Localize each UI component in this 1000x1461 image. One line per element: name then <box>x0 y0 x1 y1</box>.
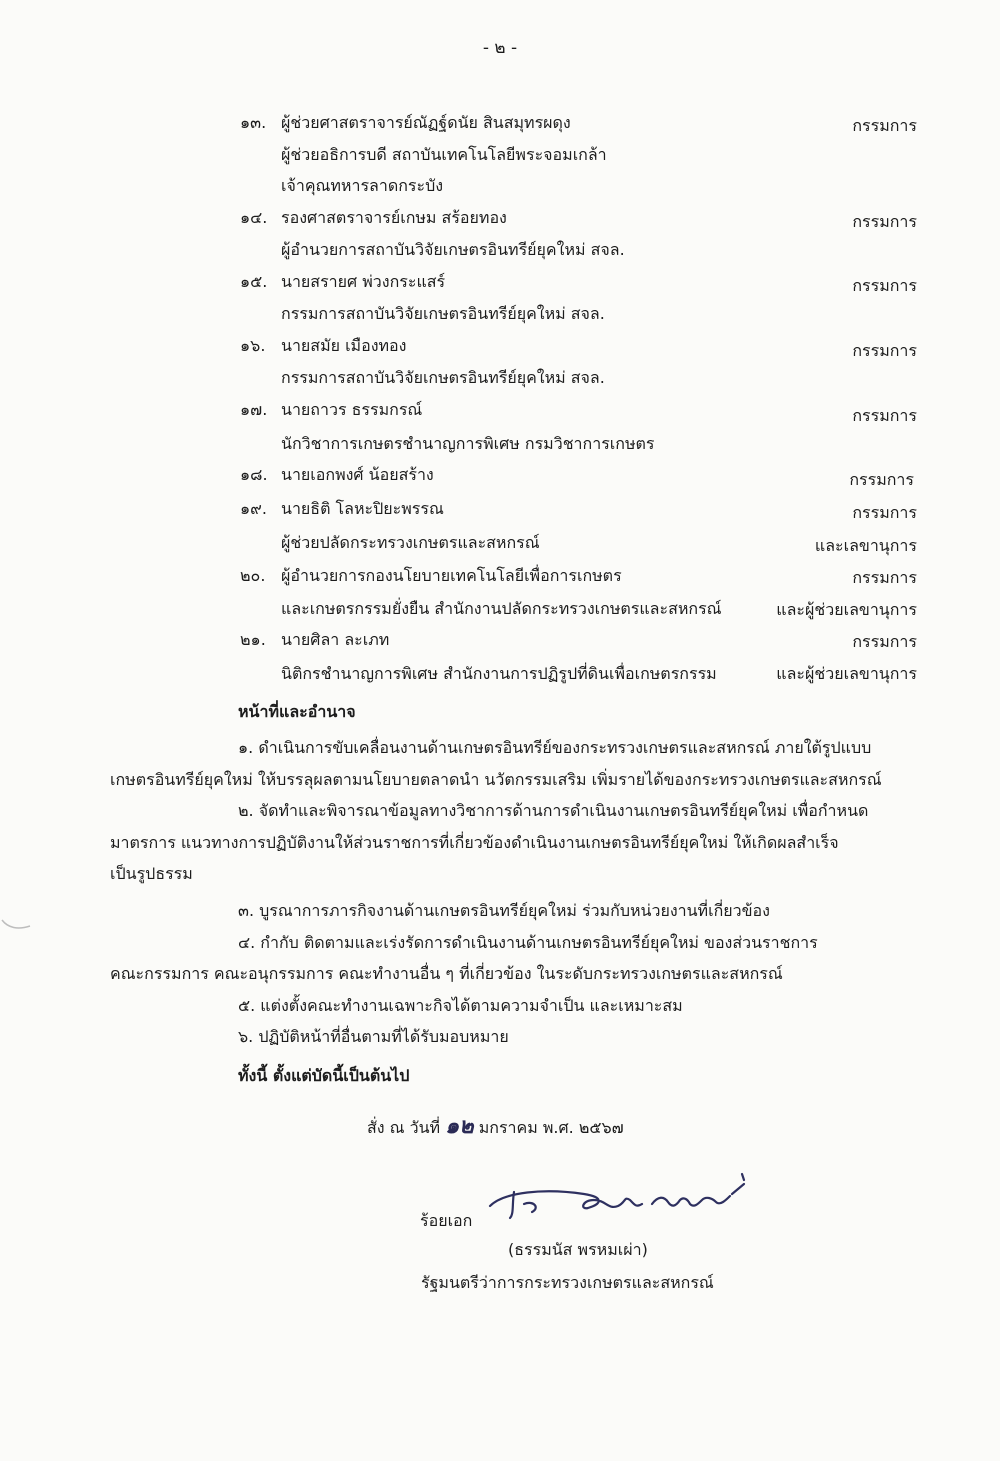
member-name: นายเอกพงศ์ น้อยสร้าง <box>281 465 434 484</box>
member-number: ๑๖. <box>240 336 266 355</box>
member-role: กรรมการ <box>849 470 914 489</box>
member-name: นายสมัย เมืองทอง <box>281 336 407 355</box>
member-role-secondary: และผู้ช่วยเลขานุการ <box>776 600 917 619</box>
member-name: นายสรายศ พ่วงกระแสร์ <box>281 272 446 291</box>
member-role: กรรมการ <box>852 503 917 522</box>
scan-edge-mark <box>0 890 40 940</box>
member-number: ๑๔. <box>240 208 268 227</box>
member-role: กรรมการ <box>852 406 917 425</box>
duty-line: เกษตรอินทรีย์ยุคใหม่ ให้บรรลุผลตามนโยบายตลาดนำ นวัตกรรมเสริม เพิ่มรายได้ของกระทรวงเกษตรและสหกรณ์ <box>110 770 882 789</box>
member-detail: นิติกรชำนาญการพิเศษ สำนักงานการปฏิรูปที่ดินเพื่อเกษตรกรรม <box>281 664 717 683</box>
member-number: ๑๘. <box>240 465 268 484</box>
page-number: - ๒ - <box>482 38 518 58</box>
duty-line: ๓. บูรณาการภารกิจงานด้านเกษตรอินทรีย์ยุคใหม่ ร่วมกับหน่วยงานที่เกี่ยวข้อง <box>238 901 770 920</box>
duty-line: คณะกรรมการ คณะอนุกรรมการ คณะทำงานอื่น ๆ ที่เกี่ยวข้อง ในระดับกระทรวงเกษตรและสหกรณ์ <box>110 964 783 983</box>
member-detail: นักวิชาการเกษตรชำนาญการพิเศษ กรมวิชาการเกษตร <box>281 434 655 453</box>
member-role: กรรมการ <box>852 568 917 587</box>
duty-line: ๑. ดำเนินการขับเคลื่อนงานด้านเกษตรอินทรีย์ของกระทรวงเกษตรและสหกรณ์ ภายใต้รูปแบบ <box>238 738 872 757</box>
duty-line: ๖. ปฏิบัติหน้าที่อื่นตามที่ได้รับมอบหมาย <box>238 1027 509 1046</box>
order-date <box>367 1113 624 1139</box>
closing-statement: ทั้งนี้ ตั้งแต่บัดนี้เป็นต้นไป <box>238 1066 410 1085</box>
signer-title: รัฐมนตรีว่าการกระทรวงเกษตรและสหกรณ์ <box>421 1273 714 1292</box>
member-number: ๒๑. <box>240 630 266 649</box>
order-date-prefix: สั่ง ณ วันที่ <box>367 1118 441 1137</box>
member-role-secondary: และเลขานุการ <box>814 536 917 555</box>
duties-heading: หน้าที่และอำนาจ <box>238 702 356 721</box>
member-role: กรรมการ <box>852 341 917 360</box>
member-role: กรรมการ <box>852 212 917 231</box>
member-detail: กรรมการสถาบันวิจัยเกษตรอินทรีย์ยุคใหม่ สจล. <box>281 304 605 323</box>
member-role-secondary: และผู้ช่วยเลขานุการ <box>776 664 917 683</box>
member-detail: เจ้าคุณทหารลาดกระบัง <box>281 176 444 195</box>
member-role: กรรมการ <box>852 632 917 651</box>
member-detail: ผู้ช่วยปลัดกระทรวงเกษตรและสหกรณ์ <box>281 533 540 552</box>
member-detail: กรรมการสถาบันวิจัยเกษตรอินทรีย์ยุคใหม่ สจล. <box>281 368 605 387</box>
member-number: ๑๗. <box>240 400 268 419</box>
member-detail: ผู้อำนวยการสถาบันวิจัยเกษตรอินทรีย์ยุคใหม่ สจล. <box>281 240 625 259</box>
member-name: ผู้ช่วยศาสตราจารย์ณัฏฐ์ดนัย สินสมุทรผดุง <box>281 113 571 132</box>
member-name: นายศิลา ละเภท <box>281 630 390 649</box>
member-role: กรรมการ <box>852 116 917 135</box>
member-number: ๑๙. <box>240 499 267 518</box>
duty-line: ๔. กำกับ ติดตามและเร่งรัดการดำเนินงานด้านเกษตรอินทรีย์ยุคใหม่ ของส่วนราชการ <box>238 933 818 952</box>
duty-line: ๕. แต่งตั้งคณะทำงานเฉพาะกิจได้ตามความจำเป็น และเหมาะสม <box>238 996 683 1015</box>
order-date-day: ๑๒ <box>445 1113 474 1139</box>
member-role: กรรมการ <box>852 276 917 295</box>
member-name: ผู้อำนวยการกองนโยบายเทคโนโลยีเพื่อการเกษตร <box>281 566 622 585</box>
duty-line: ๒. จัดทำและพิจารณาข้อมูลทางวิชาการด้านการดำเนินงานเกษตรอินทรีย์ยุคใหม่ เพื่อกำหนด <box>238 801 869 820</box>
order-date-rest: มกราคม พ.ศ. ๒๕๖๗ <box>478 1118 624 1137</box>
duty-line: มาตรการ แนวทางการปฏิบัติงานให้ส่วนราชการที่เกี่ยวข้องดำเนินงานเกษตรอินทรีย์ยุคใหม่ ให้เกิดผลสำเร็จ <box>110 833 839 852</box>
member-detail: และเกษตรกรรมยั่งยืน สำนักงานปลัดกระทรวงเกษตรและสหกรณ์ <box>281 599 722 618</box>
signer-name: (ธรรมนัส พรหมเผ่า) <box>508 1240 648 1259</box>
signer-rank: ร้อยเอก <box>420 1211 473 1230</box>
duty-line: เป็นรูปธรรม <box>110 864 193 883</box>
member-name: นายถาวร ธรรมกรณ์ <box>281 400 423 419</box>
member-name: นายธิติ โลหะปิยะพรรณ <box>281 499 444 518</box>
member-detail: ผู้ช่วยอธิการบดี สถาบันเทคโนโลยีพระจอมเกล้า <box>281 145 607 164</box>
handwritten-signature <box>484 1170 754 1230</box>
member-number: ๑๕. <box>240 272 268 291</box>
member-name: รองศาสตราจารย์เกษม สร้อยทอง <box>281 208 507 227</box>
member-number: ๑๓. <box>240 113 267 132</box>
member-number: ๒๐. <box>240 566 266 585</box>
